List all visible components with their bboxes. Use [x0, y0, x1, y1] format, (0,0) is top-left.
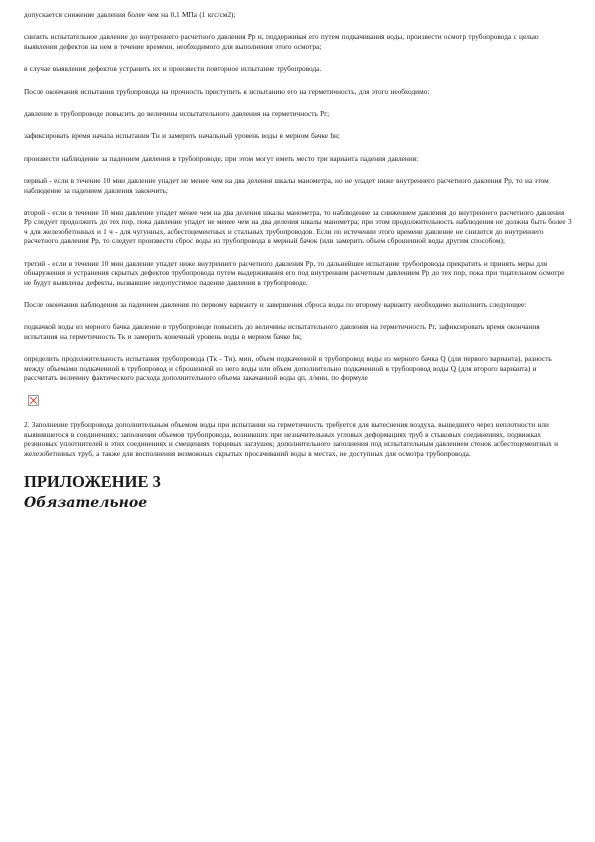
paragraph: третий - если в течение 10 мин давление упадет ниже внутреннего расчетного давления Рр, то дальнейшее испытание трубопровода прекратить и принять меры для обнаружения и устранения скрытых дефектов трубопровода путем выдерживания его под внутренним расчетным давлением Рр до тех пор, пока при тщательном осмотре не будут выявлены дефекты, вызвавшие недопустимое падение давления в трубопроводе. — [24, 258, 565, 287]
appendix-subtitle: Обязательное — [24, 494, 148, 511]
paragraph: После окончания испытания трубопровода на прочность приступить к испытанию его на герметичность, для этого необходимо: — [24, 86, 430, 96]
paragraph: зафиксировать время начала испытания Тн и замерить начальный уровень воды в мерном бачке hн; — [24, 131, 340, 141]
broken-image-icon — [28, 395, 39, 406]
paragraph: подкачкой воды из мерного бачка давление в трубопроводе повысить до величины испытательного давления на герметичность Рг, зафиксировать время окончания испытания на герметичность Тк и замерить конечный уровень воды в мерном бачке hк; — [24, 322, 540, 341]
document-body — [24, 10, 572, 512]
paragraph: второй - если в течение 10 мин давление упадет менее чем на два деления шкалы манометра, то наблюдение за снижением давления до внутреннего расчетного давления Рр следует продолжить до тех пор, пока давление упадет не менее чем на два деления шкалы манометра; при этом продолжительность наблюдения не должна быть более 3 ч для железобетонных и 1 ч - для чугунных, асбестоцементных и стальных трубопроводов. Если по истечении этого времени давление не снизится до внутреннего расчетного давления Рр, то следует произвести сброс воды из трубопровода в мерный бачок (или замерить объем сброшенной воды другим способом); — [24, 208, 572, 246]
paragraph: первый - если в течение 10 мин давление упадет не менее чем на два деления шкалы манометра, но не упадет ниже внутреннего расчетного давления Рр, то на этом наблюдение за падением давления закончить; — [24, 176, 549, 195]
paragraph: После окончания наблюдения за падением давления по первому варианту и завершения сброса воды по второму варианту необходимо выполнить следующее: — [24, 299, 527, 309]
paragraph: давление в трубопроводе повысить до величины испытательного давления на герметичность Рг; — [24, 109, 330, 119]
paragraph: определить продолжительность испытания трубопровода (Тк - Тн), мин, объем подкаченной в трубопровод воды из мерного бачка Q (для первого варианта), разность между объемами подкаченной в трубопровод и сброшенной из него воды или объем дополнительно подкаченной в трубопровод воды Q (для второго варианта) и рассчитать величину фактического расхода дополнительного объема закачанной воды qп, л/мин, по формуле — [24, 354, 552, 382]
paragraph: допускается снижение давления более чем на 0,1 МПа (1 кгс/см2); — [24, 10, 236, 19]
paragraph: в случае выявления дефектов устранить их и произвести повторное испытание трубопровода. — [24, 64, 322, 74]
paragraph: снизить испытательное давление до внутреннего расчетного давления Рр и, поддерживая его путем подкачивания воды, произвести осмотр трубопровода с целью выявления дефектов на нем в течение времени, необходимого для выполнения этого осмотра; — [24, 32, 539, 51]
paragraph-note: 2. Заполнение трубопровода дополнительным объемом воды при испытании на герметичность требуется для вытеснения воздуха, вышедшего через неплотности или выявившегося в соединениях; заполнения объемов трубопровода, возникших при незначительных угловых деформациях труб в стыковых соединениях, подвижках резиновых уплотнителей в этих соединениях и смещениях торцевых заглушек; дополнительного заполнения под испытательным давлением стенок асбестоцементных и железобетонных труб, а также для восполнения возможных скрытых просачиваний воды в местах, не доступных для осмотра трубопровода. — [24, 420, 559, 458]
appendix-title: ПРИЛОЖЕНИЕ 3 — [24, 471, 161, 491]
paragraph: произвести наблюдение за падением давления в трубопроводе, при этом могут иметь место три варианта падения давления: — [24, 153, 419, 163]
